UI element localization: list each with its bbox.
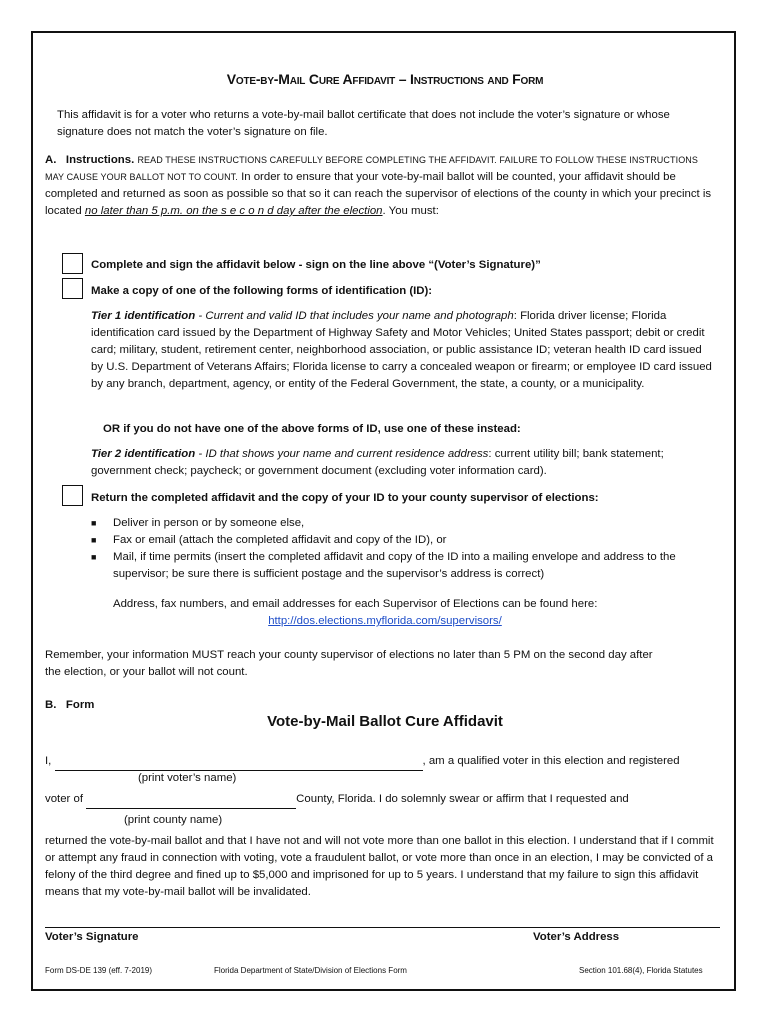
tier1-paragraph [91,308,713,393]
tier2-paragraph [91,446,713,480]
section-a-instructions [45,152,717,220]
voter-address-label: Voter’s Address [533,931,620,943]
list-item: ■ Deliver in person or by someone else, [91,515,719,532]
address-link-row [0,613,770,630]
step1-checkbox[interactable] [62,253,83,274]
step2-text: Make a copy of one of the following forms of identification (ID): [91,285,433,297]
voter-name-field[interactable] [55,753,423,771]
bullet-icon: ■ [91,535,97,545]
tier2-description: - ID that shows your name and current residence address [195,448,489,460]
county-name-field[interactable] [86,791,296,809]
page-title: Vote-by-Mail Cure Affidavit – Instructions and Form [226,71,544,87]
list-item: ■ Mail, if time permits (insert the completed affidavit and copy of the ID into a mailing envelope and address to the supervisor; be sure there is sufficient postage and the supervisor’s address is correct) [91,551,676,580]
address-note: Address, fax numbers, and email addresses for each Supervisor of Elections can be found here: [113,598,598,610]
form-title: Vote-by-Mail Ballot Cure Affidavit [267,713,503,730]
section-a-body-end: . You must: [382,205,439,217]
county-line: voter of County, Florida. I do solemnly swear or affirm that I requested and [45,791,725,809]
intro-text: This affidavit is for a voter who returns a vote-by-mail ballot certificate that does not include the voter’s signature or whose signature does not match the voter’s signature on file. [57,109,670,138]
bullet-icon: ■ [91,518,97,528]
section-b-heading: B. Form [45,699,95,711]
tier1-description: - Current and valid ID that includes your name and photograph [195,310,514,322]
footer-statute: Section 101.68(4), Florida Statutes [579,966,703,975]
step1-text: Complete and sign the affidavit below - sign on the line above “(Voter’s Signature)” [91,259,541,271]
deadline-text: no later than 5 p.m. on the s e c o n d day after the election [84,205,383,217]
or-line: OR if you do not have one of the above forms of ID, use one of these instead: [103,423,521,435]
supervisors-link[interactable]: http://dos.elections.myflorida.com/supervisors/ [268,615,502,627]
bullet-icon: ■ [91,552,97,562]
step3-text: Return the completed affidavit and the copy of your ID to your county supervisor of elections: [91,492,599,504]
oath-text: returned the vote-by-mail ballot and that I have not and will not vote more than one ballot in this election. I understand that if I commit or attempt any fraud in connection with voting, vote a fraudulent ballot, or vote more than once in an election, I may be convicted of a felony of the third degree and fined up to $5,000 and imprisoned for up to 5 years. I understand that my failure to sign this affidavit means that my vote-by-mail ballot will be invalidated. [45,835,714,898]
voter-signature-label: Voter’s Signature [45,931,139,943]
voter-name-line: I, , am a qualified voter in this election and registered [45,753,725,771]
remember-note: Remember, your information MUST reach your county supervisor of elections no later than 5 PM on the second day after the election, or your ballot will not count. [45,649,653,678]
list-item: ■ Fax or email (attach the completed affidavit and copy of the ID), or [91,532,719,549]
section-a-letter: A. [45,154,57,166]
signature-line[interactable] [45,927,720,928]
tier1-label: Tier 1 identification [91,310,196,322]
section-a-caps-warning: READ THESE INSTRUCTIONS CAREFULLY BEFORE COMPLETING THE AFFIDAVIT. FAILURE TO FOLLOW THESE INSTRUCTIONS MAY CAUSE YOUR BALLOT NOT TO COUNT. [45,155,698,182]
section-a-heading: Instructions. [65,154,135,166]
step2-checkbox[interactable] [62,278,83,299]
county-caption: (print county name) [124,814,223,826]
section-a-body: In order to ensure that your vote-by-mail ballot will be counted, your affidavit should be completed and returned as soon as possible so that so it can reach the supervisor of elections of the county in which your precinct is located [45,171,712,217]
voter-name-caption: (print voter’s name) [138,772,237,784]
footer-agency: Florida Department of State/Division of Elections Form [214,966,407,975]
tier2-label: Tier 2 identification [91,448,196,460]
footer-form-id: Form DS-DE 139 (eff. 7-2019) [45,966,153,975]
tier1-list: : Florida driver license; Florida identification card issued by the Department of Highway Safety and Motor Vehicles; United States passport; debit or credit card; military, student, retirement center, neighborhood association, or public assistance ID; veteran health ID card issued by U.S. Department of Veterans Affairs; Florida license to carry a concealed weapon or firearm; or employee ID card issued by any branch, department, agency, or entity of the Federal Government, the state, a county, or a municipality. [91,310,712,390]
delivery-options-list [91,515,719,583]
step3-checkbox[interactable] [62,485,83,506]
tier2-list: : current utility bill; bank statement; government check; paycheck; or government document (excluding voter information card). [91,448,664,477]
